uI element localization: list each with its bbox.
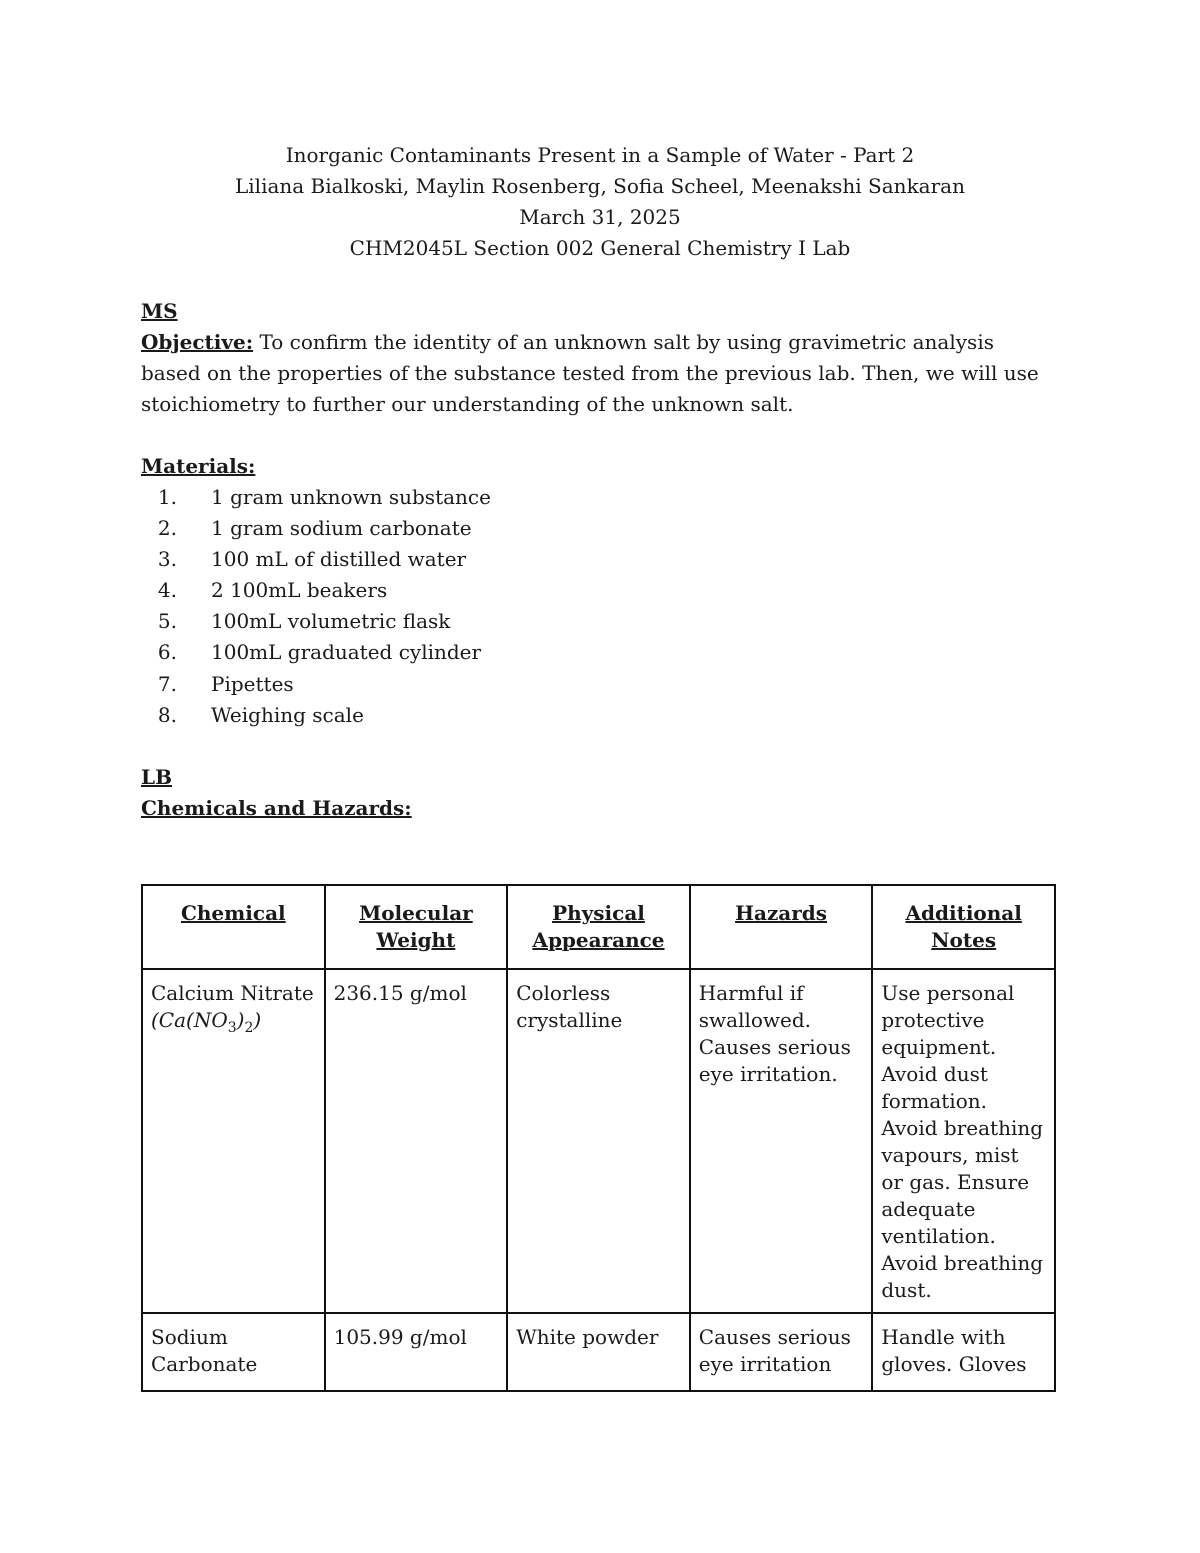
column-header-molecular-weight: Molecular Weight (325, 885, 508, 969)
list-text: Pipettes (211, 671, 294, 696)
objective-label: Objective: (141, 330, 254, 354)
table-header-row (142, 885, 1055, 969)
table-cell-notes: Use personal protective equipment. Avoid dust formation. Avoid breathing vapours, mist or gas. Ensure adequate ventilation. Avoid breathing dust. (872, 969, 1055, 1313)
hazards-value: Causes serious eye irritation (698, 1325, 851, 1376)
objective-text: To confirm the identity of an unknown salt by using gravimetric analysis based on the properties of the substance tested from the previous lab. Then, we will use stoichiometry to further our understanding of the unknown salt. (141, 330, 1039, 416)
column-header-physical-appearance: Physical Appearance (507, 885, 690, 969)
chemical-formula: $(Ca(NO_3)_2)$ (151, 1008, 262, 1036)
weight-value: 105.99 g/mol (333, 1325, 467, 1349)
table-cell-appearance: Colorless crystalline (507, 969, 690, 1313)
table-row (142, 969, 1055, 1313)
table-cell-hazards: Harmful if swallowed. Causes serious eye irritation. (690, 969, 873, 1313)
list-text: 100mL volumetric flask (211, 609, 451, 634)
list-number: 4. (157, 578, 177, 603)
list-item (141, 544, 491, 575)
appearance-value: White powder (516, 1325, 659, 1349)
list-number: 1. (157, 485, 177, 509)
course-line: CHM2045L Section 002 General Chemistry I Lab (349, 236, 851, 260)
document-title: Inorganic Contaminants Present in a Sample of Water - Part 2 (285, 143, 915, 167)
objective-paragraph (141, 327, 1051, 420)
table-cell-chemical (142, 1313, 325, 1391)
list-item (141, 513, 491, 544)
notes-value: Handle with gloves. Gloves (881, 1325, 1027, 1376)
materials-heading: Materials: (141, 454, 256, 478)
table-cell-notes (872, 1313, 1055, 1391)
list-text: 1 gram unknown substance (211, 485, 491, 509)
list-text: 1 gram sodium carbonate (211, 516, 472, 541)
table-row (142, 1313, 1055, 1391)
list-number: 8. (157, 702, 177, 727)
column-header-hazards: Hazards (690, 885, 873, 969)
list-text: 100mL graduated cylinder (211, 640, 482, 665)
chemicals-hazards-heading: Chemicals and Hazards: (141, 796, 412, 820)
list-item (141, 669, 491, 700)
authors-line: Liliana Bialkoski, Maylin Rosenberg, Sofia Scheel, Meenakshi Sankaran (235, 174, 965, 198)
table-cell-weight (325, 1313, 508, 1391)
document-header (0, 140, 1200, 264)
list-text: Weighing scale (211, 702, 364, 727)
table-cell-chemical (142, 969, 325, 1313)
list-number: 3. (157, 547, 177, 572)
list-number: 5. (157, 609, 177, 634)
list-number: 6. (157, 640, 177, 665)
list-item (141, 606, 491, 637)
table-cell-appearance (507, 1313, 690, 1391)
chemical-name: Calcium Nitrate (151, 981, 314, 1005)
list-item (141, 637, 491, 668)
list-number: 2. (157, 516, 177, 541)
materials-list (141, 482, 491, 731)
list-text: 2 100mL beakers (211, 578, 388, 603)
list-item (141, 700, 491, 731)
table-cell-weight: 236.15 g/mol (325, 969, 508, 1313)
section-label-lb: LB (141, 765, 172, 789)
list-text: 100 mL of distilled water (211, 547, 467, 572)
column-header-additional-notes: Additional Notes (872, 885, 1055, 969)
date-line: March 31, 2025 (519, 205, 681, 229)
list-number: 7. (157, 671, 177, 696)
chemicals-hazards-table (141, 884, 1056, 1392)
chemical-name: Sodium Carbonate (151, 1325, 258, 1376)
section-label-ms: MS (141, 299, 178, 323)
list-item (141, 482, 491, 513)
list-item (141, 575, 491, 606)
table-cell-hazards (690, 1313, 873, 1391)
column-header-chemical: Chemical (142, 885, 325, 969)
